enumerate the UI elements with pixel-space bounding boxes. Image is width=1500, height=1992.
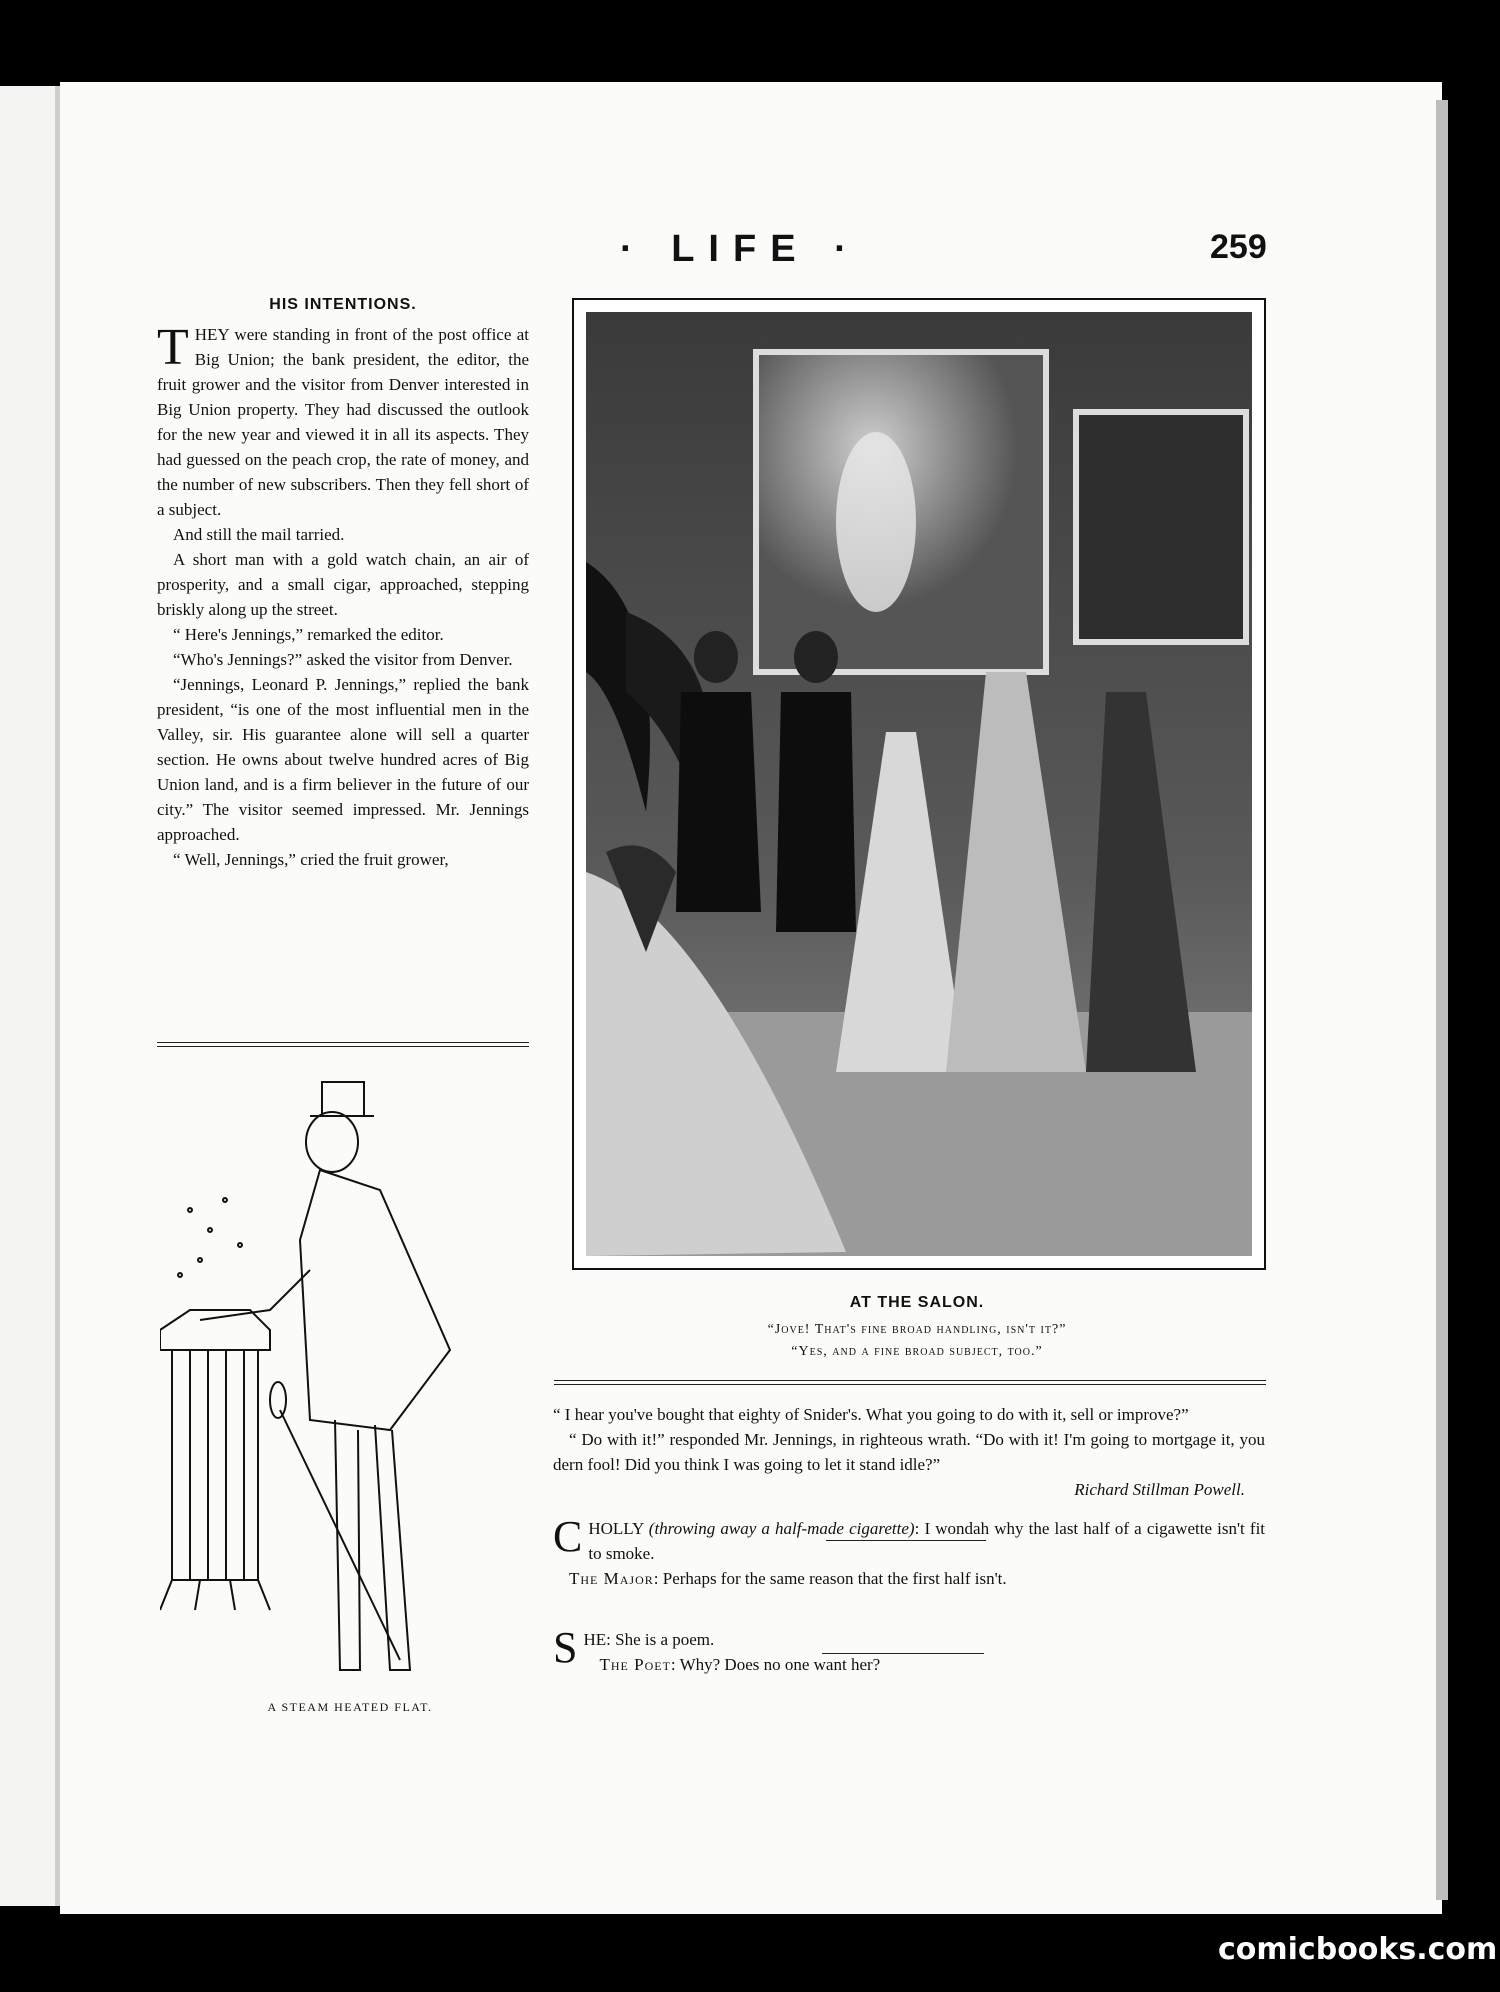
paragraph: “Who's Jennings?” asked the visitor from Denver. (173, 650, 513, 669)
dialogue: : Why? Does no one want her? (670, 1655, 881, 1674)
speaker: The Major (569, 1569, 654, 1588)
speaker: The Poet (599, 1655, 671, 1674)
drop-cap: S (553, 1623, 578, 1672)
paragraph: “ Here's Jennings,” remarked the editor. (173, 625, 444, 644)
paragraph: HEY were standing in front of the post office at Big Union; the bank president, the editor, the fruit grower and the visitor from Denver interested in Big Union property. They had discussed the outlook for the new year and viewed it in all its aspects. They had guessed on the peach crop, the rate of money, and the number of new subscribers. Then they fell short of a subject. (157, 325, 529, 519)
salon-drawing (586, 312, 1252, 1256)
speaker: HOLLY (588, 1519, 644, 1538)
joke-cholly (553, 1512, 1266, 1591)
short-rule (822, 1653, 984, 1654)
article-column (157, 296, 529, 872)
paragraph: A short man with a gold watch chain, an air of prosperity, and a small cigar, approached, stepping briskly along up the street. (157, 550, 529, 619)
article-headline: HIS INTENTIONS. (269, 296, 417, 313)
dialogue: : Perhaps for the same reason that the first half isn't. (653, 1569, 1007, 1588)
watermark: comicbooks.com (1218, 1932, 1498, 1967)
drop-cap: T (157, 319, 189, 376)
dialogue: : I wondah why the last half of a cigawette isn't fit to smoke. (588, 1519, 1266, 1563)
column-divider (157, 1042, 529, 1047)
page-edge (1436, 100, 1448, 1900)
paragraph: “ Well, Jennings,” cried the fruit grower, (173, 850, 449, 869)
masthead: · LIFE · (620, 228, 861, 270)
illustration-caption-line: “Yes, and a fine broad subject, too.” (791, 1344, 1043, 1359)
steam-flat-drawing (160, 1070, 540, 1690)
article-continuation (553, 1402, 1265, 1502)
article-body (157, 319, 529, 872)
short-rule (826, 1540, 986, 1541)
page-number: 259 (1210, 228, 1267, 266)
speaker: HE (583, 1630, 607, 1649)
cartoon-illustration (160, 1070, 540, 1690)
facing-page-edge (0, 86, 60, 1906)
joke-poem (553, 1623, 1265, 1677)
illustration-image (586, 312, 1252, 1256)
salon-illustration (572, 298, 1266, 1270)
drop-cap: C (553, 1512, 583, 1561)
stage-direction: (throwing away a half-made cigarette) (648, 1519, 915, 1538)
paragraph: “ Do with it!” responded Mr. Jennings, in righteous wrath. “Do with it! I'm going to mortgage it, you dern fool! Did you think I was going to let it stand idle?” (553, 1430, 1265, 1474)
paragraph: And still the mail tarried. (173, 525, 345, 544)
paragraph: “Jennings, Leonard P. Jennings,” replied the bank president, “is one of the most influential men in the Valley, sir. His guarantee alone will sell a quarter section. He owns about twelve hundred acres of Big Union land, and is a firm believer in the future of our city.” The visitor seemed impressed. Mr. Jennings approached. (157, 675, 529, 844)
paragraph: “ I hear you've bought that eighty of Snider's. What you going to do with it, sell or improve?” (553, 1405, 1189, 1424)
illustration-title: AT THE SALON. (849, 1294, 985, 1311)
dialogue: : She is a poem. (606, 1630, 715, 1649)
illustration-caption-line: “Jove! That's fine broad handling, isn't it?” (767, 1322, 1067, 1337)
author-byline: Richard Stillman Powell. (1074, 1480, 1245, 1499)
section-divider (554, 1380, 1266, 1385)
cartoon-caption: A STEAM HEATED FLAT. (267, 1700, 433, 1714)
